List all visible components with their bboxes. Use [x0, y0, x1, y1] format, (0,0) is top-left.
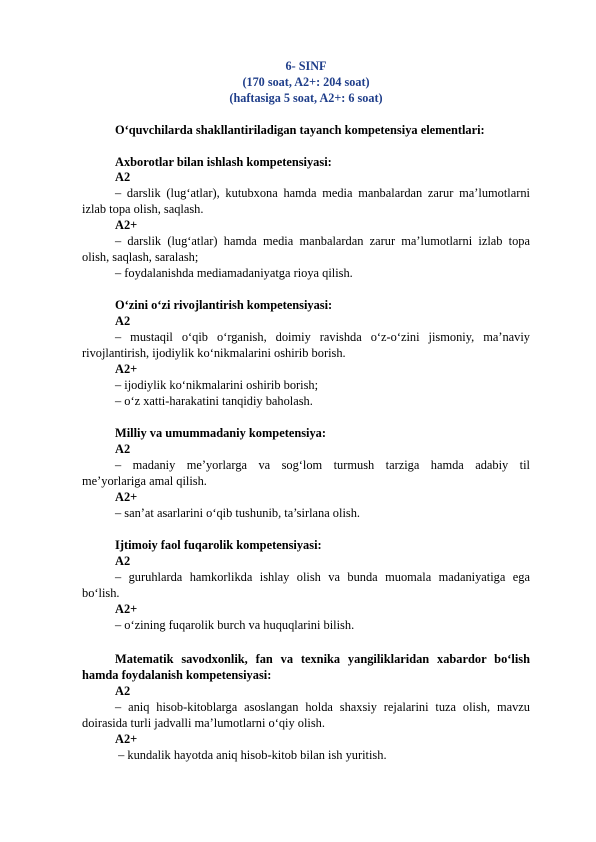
list-item: rivojlantirish, ijodiylik ko‘nikmalarini oshirib borish. — [82, 346, 346, 360]
list-item: – darslik (lug‘atlar), kutubxona hamda media manbalardan zarur ma’lumotlarni — [115, 186, 530, 200]
level-label-a2: A2 — [115, 170, 131, 184]
list-item: – mustaqil o‘qib o‘rganish, doimiy ravishda o‘z-o‘zini jismoniy, ma’naviy — [115, 330, 530, 344]
level-label-a2plus: A2+ — [115, 602, 138, 616]
section-title: Ijtimoiy faol fuqarolik kompetensiyasi: — [115, 538, 322, 552]
list-item: – darslik (lug‘atlar) hamda media manbalardan zarur ma’lumotlarni izlab topa — [115, 234, 530, 248]
list-item: – o‘zining fuqarolik burch va huquqlarini bilish. — [115, 618, 355, 632]
level-label-a2: A2 — [115, 684, 131, 698]
list-item: – aniq hisob-kitoblarga asoslangan holda shaxsiy rejalarini tuza olish, mavzu — [115, 700, 530, 714]
list-item: doirasida turli jadvalli ma’lumotlarni o‘qiy olish. — [82, 716, 325, 730]
list-item: bo‘lish. — [82, 586, 120, 600]
section-title: Matematik savodxonlik, fan va texnika yangiliklaridan xabardor bo‘lish — [115, 652, 530, 666]
level-label-a2: A2 — [115, 554, 131, 568]
intro-heading: O‘quvchilarda shakllantiriladigan tayanch kompetensiya elementlari: — [115, 123, 485, 137]
list-item: – kundalik hayotda aniq hisob-kitob bilan ish yuritish. — [115, 748, 387, 762]
list-item: – guruhlarda hamkorlikda ishlay olish va bunda muomala madaniyatiga ega — [115, 570, 530, 584]
hours-line: (170 soat, A2+: 204 soat) — [242, 75, 370, 89]
list-item: – madaniy me’yorlarga va sog‘lom turmush tarziga hamda adabiy til — [115, 458, 530, 472]
weekly-hours-line: (haftasiga 5 soat, A2+: 6 soat) — [229, 91, 383, 105]
level-label-a2plus: A2+ — [115, 362, 138, 376]
level-label-a2: A2 — [115, 314, 131, 328]
section-title: Axborotlar bilan ishlash kompetensiyasi: — [115, 155, 332, 169]
grade-title: 6- SINF — [285, 59, 327, 73]
section-title-continued: hamda foydalanish kompetensiyasi: — [82, 668, 272, 682]
list-item: – o‘z xatti-harakatini tanqidiy baholash. — [115, 394, 313, 408]
list-item: – ijodiylik ko‘nikmalarini oshirib borish; — [115, 378, 319, 392]
level-label-a2plus: A2+ — [115, 218, 138, 232]
list-item: – foydalanishda mediamadaniyatga rioya qilish. — [115, 266, 353, 280]
list-item: olish, saqlash, saralash; — [82, 250, 199, 264]
list-item: me’yorlariga amal qilish. — [82, 474, 207, 488]
level-label-a2: A2 — [115, 442, 131, 456]
level-label-a2plus: A2+ — [115, 490, 138, 504]
section-title: O‘zini o‘zi rivojlantirish kompetensiyasi: — [115, 298, 333, 312]
level-label-a2plus: A2+ — [115, 732, 138, 746]
list-item: – san’at asarlarini o‘qib tushunib, ta’sirlana olish. — [115, 506, 361, 520]
list-item: izlab topa olish, saqlash. — [82, 202, 204, 216]
section-title: Milliy va umummadaniy kompetensiya: — [115, 426, 326, 440]
